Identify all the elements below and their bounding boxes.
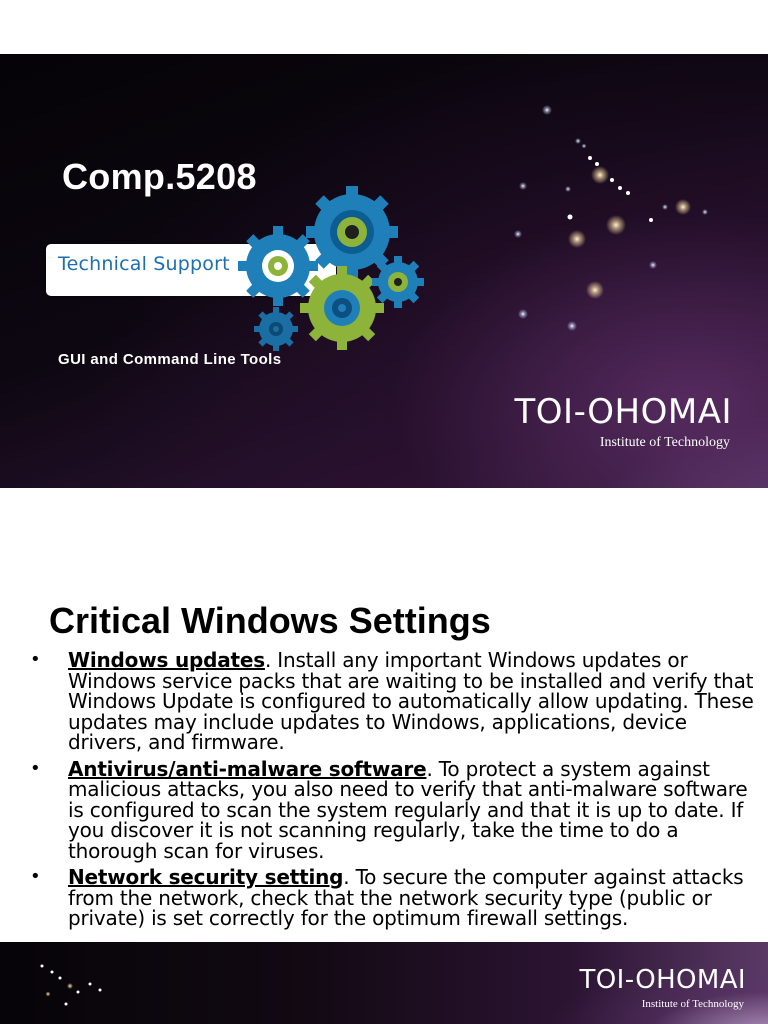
blue-gear-medium-icon [238, 226, 318, 306]
toi-ohomai-logo: TOI-OHOMAI [514, 392, 732, 432]
blue-gear-tiny-icon [254, 307, 298, 351]
blue-gear-small-icon [372, 256, 424, 308]
logo-tagline: Institute of Technology [599, 435, 730, 450]
slide-footer [0, 942, 768, 1024]
list-item [30, 756, 756, 863]
bullet-list [30, 650, 756, 935]
bullet-term: Antivirus/anti-malware software [68, 756, 427, 781]
content-slide [0, 488, 768, 1024]
bullet-term: Windows updates [68, 648, 265, 672]
slide-heading: Critical Windows Settings [49, 600, 491, 641]
bullet-marker: • [30, 866, 41, 887]
list-item [30, 867, 756, 929]
slide-subtitle: GUI and Command Line Tools [58, 351, 282, 368]
title-slide [0, 54, 768, 488]
technical-support-label: Technical Support [58, 253, 230, 275]
footer-toi-ohomai-logo: TOI-OHOMAI [579, 965, 746, 995]
bullet-marker: • [30, 649, 41, 670]
bullet-text: . Install any important Windows updates or Windows service packs that are waiting to be installed and verify that Windows Update is configured to automatically allow updating. These updates may include updates to Windows, applications, device drivers, and firmware. [68, 648, 754, 754]
bullet-text: . To protect a system against malicious attacks, you also need to verify that anti-malware software is configured to scan the system regularly and that it is up to date. If you discover it is not scanning regularly, take the time to do a thorough scan for viruses. [68, 756, 748, 863]
gears-icon [230, 184, 430, 354]
footer-logo-tagline: Institute of Technology [641, 998, 744, 1010]
bullet-marker: • [30, 757, 41, 779]
course-title: Comp.5208 [62, 156, 257, 197]
bullet-text: . To secure the computer against attacks from the network, check that the network security type (public or private) is set correctly for the optimum firewall settings. [68, 865, 744, 930]
bullet-term: Network security setting [68, 865, 344, 889]
green-gear-icon [300, 266, 384, 350]
list-item [30, 650, 756, 753]
